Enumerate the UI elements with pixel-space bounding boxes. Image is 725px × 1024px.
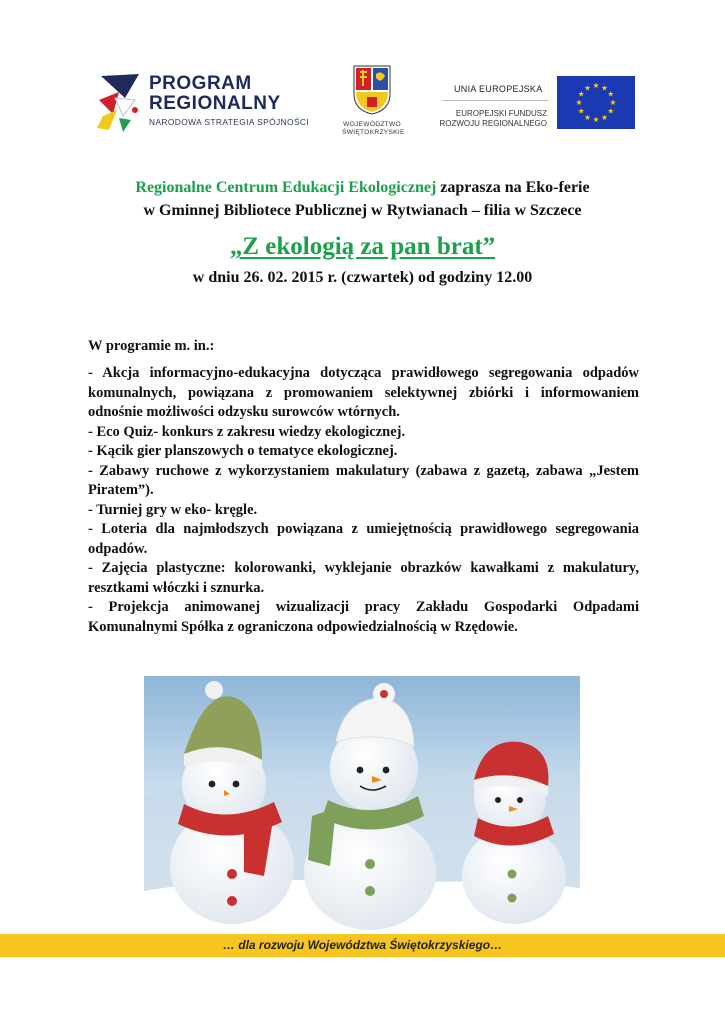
program-item: - Eco Quiz- konkurs z zakresu wiedzy ekologicznej. [88, 423, 406, 440]
eu-title: UNIA EUROPEJSKA [454, 84, 543, 94]
eu-star-icon: ★ [577, 106, 585, 116]
event-date: w dniu 26. 02. 2015 r. (czwartek) od godziny 12.00 [192, 269, 533, 286]
eu-star-icon: ★ [607, 89, 615, 99]
program-item: - Loteria dla najmłodszych powiązana z umiejętnością prawidłowego segregowania odpadów. [88, 521, 639, 557]
footer-banner [0, 934, 725, 957]
program-list [88, 364, 639, 637]
eu-flag-icon [557, 76, 635, 129]
eu-star-icon: ★ [601, 83, 608, 93]
program-regionalny-line1: PROGRAM [149, 73, 252, 94]
logo-strip [95, 62, 640, 140]
eu-fund-line1: EUROPEJSKI FUNDUSZ [455, 109, 547, 118]
wojewodztwo-logo [342, 64, 405, 140]
eu-star-icon: ★ [592, 115, 600, 125]
eu-fund-line2: ROZWOJU REGIONALNEGO [439, 119, 547, 128]
event-title: „Z ekologią za pan brat” [229, 233, 496, 260]
eu-star-icon: ★ [609, 98, 617, 108]
eu-logo [432, 76, 637, 132]
program-item: - Akcja informacyjno-edukacyjna dotycząca prawidłowego segregowania odpadów komunalnych, powiązana z promowaniem selektywnej zbiórki i informowaniem odnośnie możliwości odzysku surowców wtórnych. [88, 365, 639, 420]
footer-text: … dla rozwoju Województwa Świętokrzyskiego… [222, 938, 503, 952]
program-item: - Zabawy ruchowe z wykorzystaniem makulatury (zabawa z gazetą, zabawa „Jestem Piratem”). [88, 462, 639, 498]
intro-line1 [60, 176, 665, 199]
invite-text: zaprasza na Eko-ferie [436, 179, 590, 196]
eu-star-icon: ★ [577, 89, 585, 99]
program-item: - Zajęcia plastyczne: kolorowanki, wyklejanie obrazków kawałkami z makulatury, resztkami włóczki i sznurka. [88, 560, 639, 596]
snowmen-illustration [144, 676, 580, 932]
intro [60, 176, 665, 222]
snowmen-photo [144, 676, 580, 932]
program-regionalny-line2: REGIONALNY [149, 93, 281, 114]
eu-star-icon: ★ [584, 83, 591, 93]
eu-star-icon: ★ [592, 81, 600, 91]
program-regionalny-emblem-icon [95, 70, 149, 140]
wojewodztwo-line1: WOJEWÓDZTWO [343, 121, 401, 128]
eu-star-icon: ★ [575, 98, 583, 108]
wojewodztwo-line2: ŚWIĘTOKRZYSKIE [342, 129, 405, 136]
program-regionalny-subtitle: NARODOWA STRATEGIA SPÓJNOŚCI [149, 117, 310, 127]
program-item: - Turniej gry w eko- kręgle. [88, 501, 258, 518]
program-item: - Kącik gier planszowych o tematyce ekologicznej. [88, 443, 398, 459]
program-item: - Projekcja animowanej wizualizacji pracy Zakładu Gospodarki Odpadami Komunalnymi Spółka z ograniczona odpowiedzialnością w Rzędowie. [88, 599, 639, 635]
eu-star-icon: ★ [607, 106, 615, 116]
coat-of-arms-icon [352, 64, 392, 116]
organizer-name: Regionalne Centrum Edukacji Ekologicznej [135, 179, 437, 196]
eu-star-icon: ★ [584, 112, 591, 122]
eu-star-icon: ★ [601, 112, 608, 122]
program-regionalny-wordmark [149, 74, 309, 127]
program-regionalny-logo [95, 70, 325, 140]
intro-line2: w Gminnej Bibliotece Publicznej w Rytwianach – filia w Szczece [143, 202, 582, 219]
program-heading: W programie m. in.: [88, 338, 215, 354]
eu-fund-label [432, 109, 547, 129]
eu-divider [442, 100, 548, 101]
